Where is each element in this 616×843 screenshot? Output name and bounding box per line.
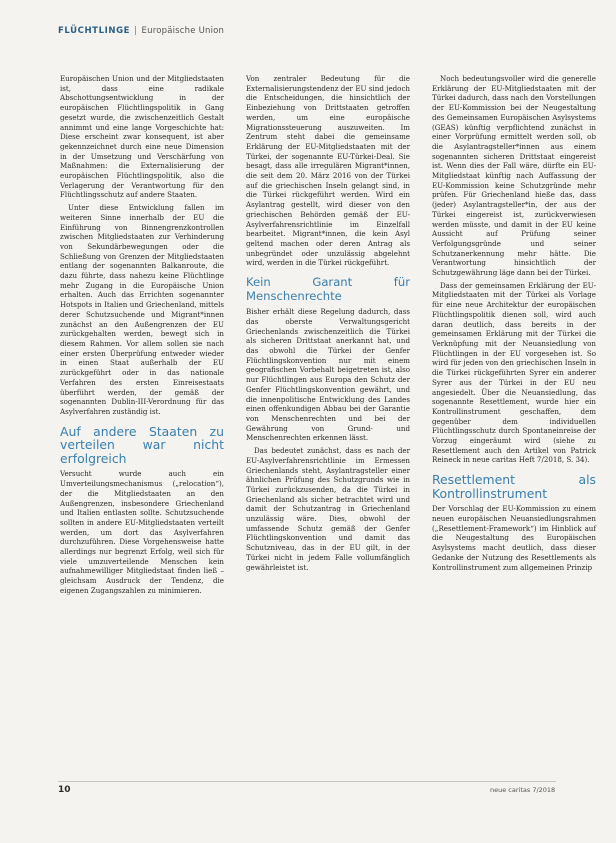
footer-rule xyxy=(58,781,556,782)
paragraph: Das bedeutet zunächst, dass es nach der EU-Asylverfahrensrichtlinie im Ermessen Griechenlands steht, Asylantragsteller einer ähnlichen Prüfung des Schutzgrunds wie in Türkei zurückzusenden, da die Türkei in Griechenland als sicher betrachtet wird und damit der Schutzantrag in Griechenland unzulässig wäre. Dies, obwohl der umfassende Schutz gemäß der Genfer Flüchtlingskonvention und damit das Schutzniveau, das in der EU gilt, in der Türkei nicht in jedem Falle vollumfänglich gewährleistet ist. xyxy=(246,446,410,572)
column-3 xyxy=(432,74,596,575)
header-kicker: FLÜCHTLINGE xyxy=(58,26,131,36)
column-1 xyxy=(60,74,224,599)
column-2 xyxy=(246,74,410,575)
paragraph: Europäischen Union und der Mitgliedstaaten ist, dass eine radikale Abschottungsentwicklung in der europäischen Flüchtlingspolitik in Gang gesetzt wurde, die zwischenzeitlich Gestalt annimmt und eine lange Vorgeschichte hat: Diese erscheint zwar konsequent, ist aber gekennzeichnet durch eine neue Dimension in der Umsetzung und Verschärfung von Maßnahmen: die Externalisierung der europäischen Flüchtlingspolitik, also die Verlagerung der Verantwortung für den Flüchtlingsschutz auf andere Staaten. xyxy=(60,74,224,200)
paragraph: Von zentraler Bedeutung für die Externalisierungstendenz der EU sind jedoch die Entscheidungen, die hinsichtlich der Einbeziehung von Drittstaaten getroffen werden, um eine europäische Migrationssteuerung auszuweiten. Im Zentrum steht dabei die gemeinsame Erklärung der EU-Mitgliedstaaten mit der Türkei, der sogenannte EU-Türkei-Deal. Sie besagt, dass alle irregulären Migrant*innen, die seit dem 20. März 2016 von der Türkei auf die griechischen Inseln gelangt sind, in die Türkei rückgeführt werden. Wird ein Asylantrag gestellt, wird dieser von den griechischen Behörden gemäß der EU-Asylverfahrensrichtlinie im Einzelfall bearbeitet. Migrant*innen, die kein Asyl geltend machen oder deren Antrag als unbegründet oder unzulässig abgelehnt wird, werden in die Türkei rückgeführt. xyxy=(246,74,410,268)
running-header xyxy=(58,26,224,36)
page-number: 10 xyxy=(58,785,71,795)
subheading: Auf andere Staaten zu verteilen war nicht erfolgreich xyxy=(60,423,224,466)
subheading: Kein Garant für Menschenrechte xyxy=(246,275,410,303)
paragraph: Versucht wurde auch ein Umverteilungsmechanismus („relocation“), der die Mitgliedstaaten an den Außengrenzen, insbesondere Griechenland und Italien entlasten sollte. Schutzsuchende sollten in andere EU-Mitgliedstaaten verteilt werden, um dort das Asylverfahren durchzuführen. Diese Vorgehensweise hatte allerdings nur begrenzt Erfolg, weil sich für viele umzuverteilende Menschen kein aufnahmewilliger Mitgliedstaat finden ließ – gleichsam Ausdruck der Tendenz, die eigenen Zugangszahlen zu minimieren. xyxy=(60,469,224,595)
paragraph: Der Vorschlag der EU-Kommission zu einem neuen europäischen Neuansiedlungsrahmen („Resettlement-Framework“) im Hinblick auf die Neugestaltung des Europäischen Asylsystems macht deutlich, dass dieser Gedanke der Nutzung des Resettlements als Kontrollinstrument zum allgemeinen Prinzip xyxy=(432,504,596,572)
header-section: Europäische Union xyxy=(141,26,225,36)
header-separator: | xyxy=(134,26,138,36)
subheading: Resettlement als Kontrollinstrument xyxy=(432,472,596,501)
paragraph: Noch bedeutungsvoller wird die generelle Erklärung der EU-Mitgliedstaaten mit der Türkei dadurch, dass nach den Vorstellungen der EU-Kommission bei der Neugestaltung des Gemeinsamen Europäischen Asylsystems (GEAS) künftig verpflichtend zunächst in einer Vorprüfung ermittelt werden soll, ob die Asylantragsteller*innen aus einem sogenannten sicheren Drittstaat eingereist ist. Wenn dies der Fall wäre, dürfte ein EU-Mitgliedstaat künftig nach Auffassung der EU-Kommission keine Schutzgründe mehr prüfen. Für Griechenland hieße das, dass (jeder) Asylantragsteller*in, der aus der Türkei eingereist ist, zurückverwiesen werden müsste, und damit in der EU keine Aussicht auf Prüfung seiner Verfolgungsgründe und seiner Schutzanerkennung mehr hätte. Die Verantwortung hinsichtlich der Schutzgewährung läge dann bei der Türkei. xyxy=(432,74,596,278)
paragraph: Bisher erhält diese Regelung dadurch, dass das oberste Verwaltungsgericht Griechenlands zwischenzeitlich die Türkei als sicheren Drittstaat anerkannt hat, und das obwohl die Türkei der Genfer Flüchtlingskonvention nur mit einem geografischen Vorbehalt beigetreten ist, also nur Flüchtlingen aus Europa den Schutz der Genfer Flüchtlingskonvention gewährt, und die innenpolitische Entwicklung des Landes einen offenkundigen Abbau bei der Garantie von Menschenrechten und bei der Gewährung von Grund- und Menschenrechten erkennen lässt. xyxy=(246,307,410,443)
paragraph: Dass der gemeinsamen Erklärung der EU-Mitgliedstaaten mit der Türkei als Vorlage für eine neue Architektur der europäischen Flüchtlingspolitik dienen soll, wird auch daran deutlich, dass bereits in der gemeinsamen Erklärung mit der Türkei die Verknüpfung mit der Neuansiedlung von Flüchtlingen in der EU vorgesehen ist. So wird für jeden von den griechischen Inseln in die Türkei rückgeführten Syrer ein anderer Syrer aus der Türkei in der EU neu angesiedelt. Über die Neuansiedlung, das sogenannte Resettlement, wurde hier ein Kontrollinstrument geschaffen, dem gegenüber dem individuellen Flüchtlingsschutz durch Spontaneinreise der Vorzug eingeräumt wird (siehe zu Resettlement auch den Artikel von Patrick Reineck in neue caritas Heft 7/2018, S. 34). xyxy=(432,280,596,465)
paragraph: Unter diese Entwicklung fallen im weiteren Sinne innerhalb der EU die Einführung von Binnengrenzkontrollen zwischen Mitgliedstaaten zur Verhinderung von Sekundärbewegungen oder die Schließung von Grenzen der Mitgliedstaaten entlang der sogenannten Balkanroute, die dazu führte, dass nahezu keine Flüchtlinge mehr Zugang in die Europäische Union erhalten. Auch das Errichten sogenannter Hotspots in Italien und Griechenland, mittels derer Schutzsuchende und Migrant*innen zunächst an den Außengrenzen der EU zurückgehalten werden, bewegt sich in diesem Rahmen. Vor allem sollen sie nach einer ersten Überprüfung entweder wieder in einen Staat außerhalb der EU zurückgeführt oder in das nationale Verfahren des ersten Einreisestaats überführt werden, der gemäß der sogenannten Dublin-III-Verordnung für das Asylverfahren zuständig ist. xyxy=(60,203,224,416)
magazine-footer: neue caritas 7/2018 xyxy=(490,786,556,794)
